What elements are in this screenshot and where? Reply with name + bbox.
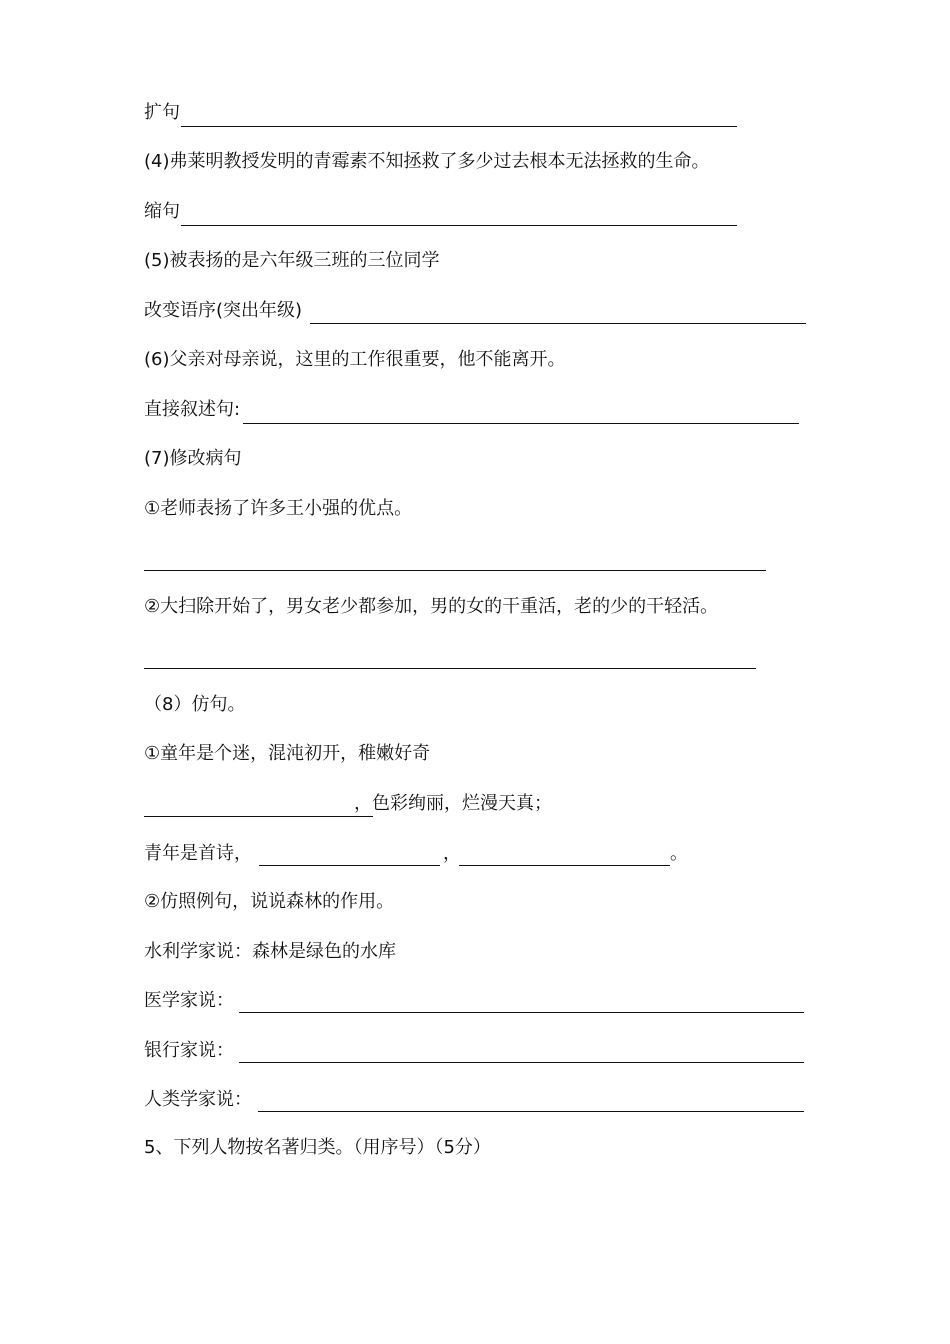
answer-blank-banker[interactable] xyxy=(239,1062,804,1063)
period: 。 xyxy=(670,843,688,864)
answer-blank-direct-speech[interactable] xyxy=(243,423,799,424)
answer-blank-expand[interactable] xyxy=(181,126,737,127)
question-4: (4)弗莱明教授发明的青霉素不知拯救了多少过去根本无法拯救的生命。 xyxy=(144,151,710,172)
answer-blank-doctor[interactable] xyxy=(239,1012,804,1013)
answer-blank-7-1[interactable] xyxy=(144,570,766,571)
answer-blank-7-2[interactable] xyxy=(144,668,756,669)
direct-speech-label: 直接叙述句: xyxy=(144,399,241,420)
question-8-item-1: ①童年是个迷，混沌初开，稚嫩好奇 xyxy=(144,743,431,764)
imitation-tail: ，色彩绚丽，烂漫天真； xyxy=(354,793,552,814)
question-8-item-2: ②仿照例句，说说森林的作用。 xyxy=(144,891,395,912)
reorder-label: 改变语序(突出年级) xyxy=(144,300,303,321)
doctor-label: 医学家说： xyxy=(144,990,234,1011)
question-8: （8）仿句。 xyxy=(144,694,246,715)
answer-blank-8-1c[interactable] xyxy=(459,865,670,866)
expand-sentence-label: 扩句 xyxy=(144,102,180,123)
question-7-item-2: ②大扫除开始了，男女老少都参加，男的女的干重活，老的少的干轻活。 xyxy=(144,596,719,617)
answer-blank-anthropologist[interactable] xyxy=(258,1111,804,1112)
comma: ， xyxy=(443,843,461,864)
question-7: (7)修改病句 xyxy=(144,448,242,469)
question-5: (5)被表扬的是六年级三班的三位同学 xyxy=(144,250,440,271)
anthropologist-label: 人类学家说： xyxy=(144,1089,252,1110)
question-5-heading: 5、下列人物按名著归类。（用序号）（5分） xyxy=(144,1137,491,1158)
answer-blank-8-1a[interactable] xyxy=(144,816,373,817)
answer-blank-8-1b[interactable] xyxy=(259,865,440,866)
question-7-item-1: ①老师表扬了许多王小强的优点。 xyxy=(144,498,413,519)
banker-label: 银行家说： xyxy=(144,1040,234,1061)
shorten-sentence-label: 缩句 xyxy=(144,201,180,222)
answer-blank-reorder[interactable] xyxy=(310,323,806,324)
question-6: (6)父亲对母亲说，这里的工作很重要，他不能离开。 xyxy=(144,349,566,370)
youth-prompt: 青年是首诗， xyxy=(144,843,252,864)
example-sentence: 水利学家说：森林是绿色的水库 xyxy=(144,941,396,962)
answer-blank-shorten[interactable] xyxy=(181,225,737,226)
